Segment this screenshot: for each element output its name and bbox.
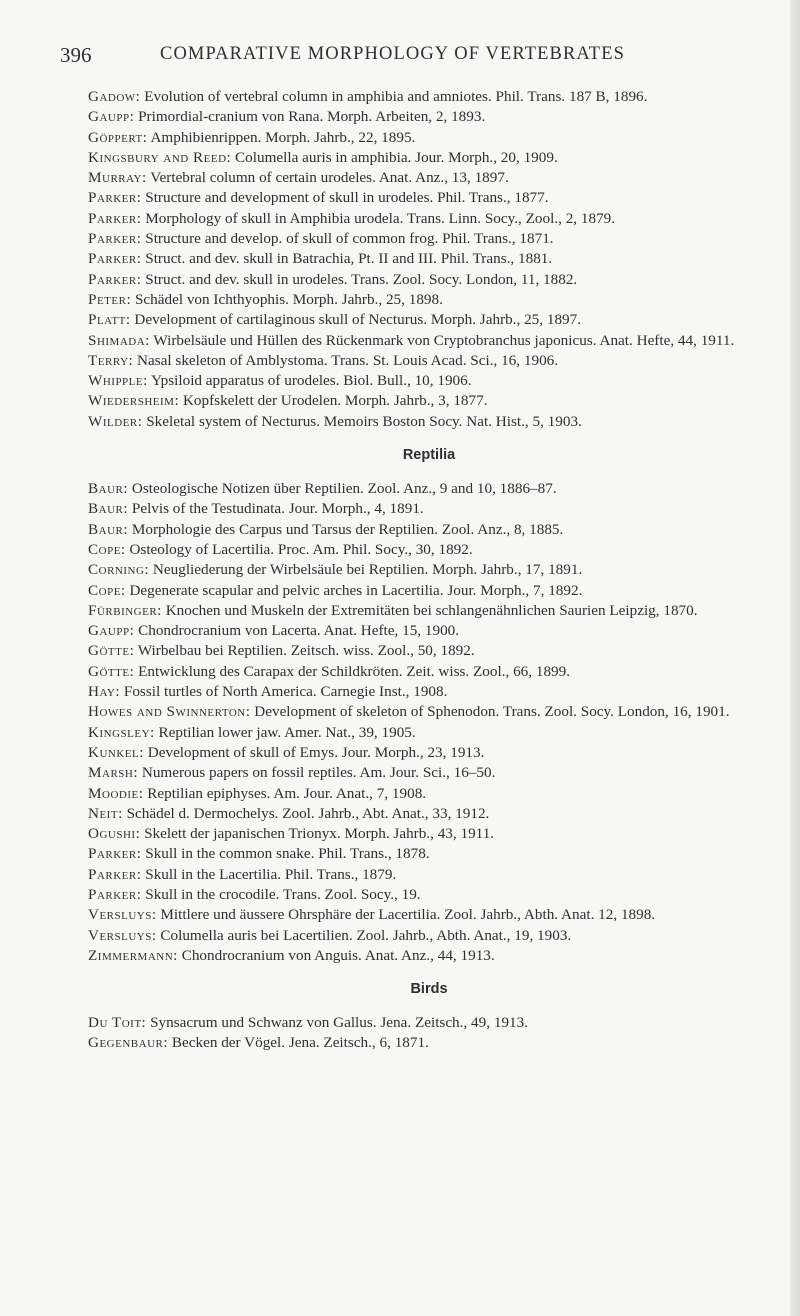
reference-entry [88,229,770,249]
reference-entry [88,641,770,661]
reference-entry [88,946,770,966]
reference-entry [88,885,770,905]
reference-text: Skeletal system of Necturus. Memoirs Boston Socy. Nat. Hist., 5, 1903. [146,412,582,430]
reference-text: Degenerate scapular and pelvic arches in Lacertilia. Jour. Morph., 7, 1892. [129,581,583,599]
reference-text: Osteologische Notizen über Reptilien. Zool. Anz., 9 and 10, 1886–87. [131,480,557,498]
reference-author: Parker: [88,885,142,903]
reference-text: Morphologie des Carpus und Tarsus der Reptilien. Zool. Anz., 8, 1885. [131,520,564,538]
reference-entry [88,601,770,621]
reference-entry [88,128,770,148]
reference-author: Howes and Swinnerton: [88,703,251,721]
bibliography-section [88,432,770,966]
reference-text: Structure and development of skull in urodeles. Phil. Trans., 1877. [145,189,549,207]
page-number: 396 [60,43,92,67]
reference-author: Du Toit: [88,1014,147,1032]
reference-entry [88,662,770,682]
reference-text: Struct. and dev. skull in Batrachia, Pt. II and III. Phil. Trans., 1881. [145,250,553,268]
reference-entry [88,188,770,208]
page-header [60,43,750,71]
reference-text: Reptilian epiphyses. Am. Jour. Anat., 7, 1908. [147,784,427,802]
reference-text: Fossil turtles of North America. Carnegie Inst., 1908. [123,683,448,701]
reference-text: Osteology of Lacertilia. Proc. Am. Phil. Socy., 30, 1892. [129,540,473,558]
reference-text: Columella auris in amphibia. Jour. Morph., 20, 1909. [235,148,558,166]
reference-text: Development of cartilaginous skull of Necturus. Morph. Jahrb., 25, 1897. [134,311,582,329]
reference-text: Numerous papers on fossil reptiles. Am. Jour. Sci., 16–50. [141,764,496,782]
reference-text: Chondrocranium von Lacerta. Anat. Hefte, 15, 1900. [138,622,460,640]
reference-text: Ypsiloid apparatus of urodeles. Biol. Bull., 10, 1906. [151,372,472,390]
reference-text: Evolution of vertebral column in amphibia and amniotes. Phil. Trans. 187 B, 1896. [144,88,648,105]
reference-entry [88,479,770,499]
bibliography-section [88,87,770,432]
reference-entry [88,331,770,351]
reference-text: Schädel d. Dermochelys. Zool. Jahrb., Abt. Anat., 33, 1912. [126,804,490,822]
reference-text: Vertebral column of certain urodeles. Anat. Anz., 13, 1897. [150,169,509,187]
reference-entry [88,310,770,330]
reference-text: Reptilian lower jaw. Amer. Nat., 39, 1905. [158,723,416,741]
reference-entry [88,87,770,107]
reference-text: Nasal skeleton of Amblystoma. Trans. St. Louis Acad. Sci., 16, 1906. [137,351,559,369]
reference-author: Marsh: [88,764,139,782]
reference-entry [88,290,770,310]
reference-author: Murray: [88,169,147,187]
reference-entry [88,865,770,885]
reference-text: Knochen und Muskeln der Extremitäten bei schlangenähnlichen Saurien Leipzig, 1870. [165,601,698,619]
reference-author: Zimmermann: [88,946,178,964]
reference-entry [88,844,770,864]
reference-text: Mittlere und äussere Ohrsphäre der Lacertilia. Zool. Jahrb., Abth. Anat. 12, 1898. [160,906,656,924]
reference-entry [88,784,770,804]
reference-author: Moodie: [88,784,144,802]
reference-author: Corning: [88,561,150,579]
reference-author: Kingsbury and Reed: [88,148,232,166]
reference-entry [88,391,770,411]
reference-text: Struct. and dev. skull in urodeles. Trans. Zool. Socy. London, 11, 1882. [145,270,578,288]
reference-author: Cope: [88,540,126,558]
reference-text: Synsacrum und Schwanz von Gallus. Jena. Zeitsch., 49, 1913. [150,1014,528,1032]
reference-entry [88,412,770,432]
reference-author: Parker: [88,865,142,883]
reference-author: Versluys: [88,906,157,924]
reference-entry [88,926,770,946]
section-heading: Reptilia [402,447,456,464]
reference-entry [88,824,770,844]
reference-entry [88,723,770,743]
reference-entry [88,682,770,702]
reference-author: Neit: [88,804,123,822]
bibliography [88,87,770,1054]
reference-entry [88,581,770,601]
reference-author: Fürbinger: [88,601,162,619]
reference-text: Amphibienrippen. Morph. Jahrb., 22, 1895. [150,128,416,146]
reference-entry [88,1033,770,1053]
reference-text: Development of skeleton of Sphenodon. Trans. Zool. Socy. London, 16, 1901. [254,703,730,721]
reference-author: Kingsley: [88,723,155,741]
reference-author: Parker: [88,189,142,207]
reference-entry [88,148,770,168]
reference-author: Whipple: [88,372,148,390]
reference-author: Peter: [88,290,132,308]
reference-text: Chondrocranium von Anguis. Anat. Anz., 44, 1913. [181,946,495,964]
reference-entry [88,371,770,391]
reference-author: Göppert: [88,128,148,146]
reference-author: Götte: [88,662,135,680]
reference-text: Skull in the Lacertilia. Phil. Trans., 1879. [145,865,397,883]
reference-entry [88,168,770,188]
page-edge-shadow [790,0,800,1316]
reference-entry [88,107,770,127]
reference-author: Baur: [88,520,129,538]
reference-author: Ogushi: [88,825,141,843]
reference-text: Skull in the common snake. Phil. Trans., 1878. [145,845,430,863]
reference-entry [88,209,770,229]
reference-entry [88,804,770,824]
reference-text: Morphology of skull in Amphibia urodela. Trans. Linn. Socy., Zool., 2, 1879. [145,209,616,227]
reference-author: Parker: [88,845,142,863]
running-title: COMPARATIVE MORPHOLOGY OF VERTEBRATES [160,44,625,64]
reference-author: Parker: [88,250,142,268]
reference-author: Gegenbaur: [88,1034,169,1052]
reference-author: Cope: [88,581,126,599]
reference-entry [88,499,770,519]
reference-text: Wirbelsäule und Hüllen des Rückenmark von Cryptobranchus japonicus. Anat. Hefte, 44, 1911. [153,331,735,349]
reference-author: Platt: [88,311,131,329]
reference-author: Wiedersheim: [88,392,180,410]
reference-author: Hay: [88,683,121,701]
reference-author: Gaupp: [88,108,135,126]
reference-entry [88,249,770,269]
reference-text: Wirbelbau bei Reptilien. Zeitsch. wiss. Zool., 50, 1892. [137,642,475,660]
reference-entry [88,540,770,560]
reference-text: Becken der Vögel. Jena. Zeitsch., 6, 1871. [171,1034,429,1052]
reference-entry [88,1013,770,1033]
reference-text: Skull in the crocodile. Trans. Zool. Socy., 19. [145,885,421,903]
reference-text: Kopfskelett der Urodelen. Morph. Jahrb., 3, 1877. [182,392,488,410]
reference-text: Neugliederung der Wirbelsäule bei Reptilien. Morph. Jahrb., 17, 1891. [152,561,583,579]
reference-author: Baur: [88,500,129,518]
reference-entry [88,905,770,925]
reference-author: Parker: [88,270,142,288]
reference-entry [88,270,770,290]
reference-text: Skelett der japanischen Trionyx. Morph. Jahrb., 43, 1911. [144,825,495,843]
reference-entry [88,743,770,763]
reference-text: Primordial-cranium von Rana. Morph. Arbeiten, 2, 1893. [138,108,486,126]
section-heading: Birds [410,981,448,998]
bibliography-section [88,966,770,1054]
reference-entry [88,520,770,540]
reference-author: Gadow: [88,88,141,105]
reference-author: Versluys: [88,926,157,944]
reference-text: Development of skull of Emys. Jour. Morph., 23, 1913. [147,743,485,761]
reference-author: Wilder: [88,412,143,430]
reference-text: Schädel von Ichthyophis. Morph. Jahrb., 25, 1898. [134,290,443,308]
reference-entry [88,351,770,371]
reference-entry [88,702,770,722]
reference-entry [88,560,770,580]
reference-author: Gaupp: [88,622,135,640]
reference-author: Shimada: [88,331,150,349]
reference-entry [88,621,770,641]
reference-author: Parker: [88,209,142,227]
reference-text: Columella auris bei Lacertilien. Zool. Jahrb., Abth. Anat., 19, 1903. [160,926,572,944]
reference-entry [88,763,770,783]
reference-author: Terry: [88,351,134,369]
reference-text: Entwicklung des Carapax der Schildkröten. Zeit. wiss. Zool., 66, 1899. [138,662,571,680]
reference-author: Götte: [88,642,135,660]
reference-author: Parker: [88,230,142,248]
reference-author: Baur: [88,480,129,498]
reference-text: Structure and develop. of skull of common frog. Phil. Trans., 1871. [145,230,554,248]
reference-text: Pelvis of the Testudinata. Jour. Morph., 4, 1891. [131,500,424,518]
reference-author: Kunkel: [88,743,144,761]
